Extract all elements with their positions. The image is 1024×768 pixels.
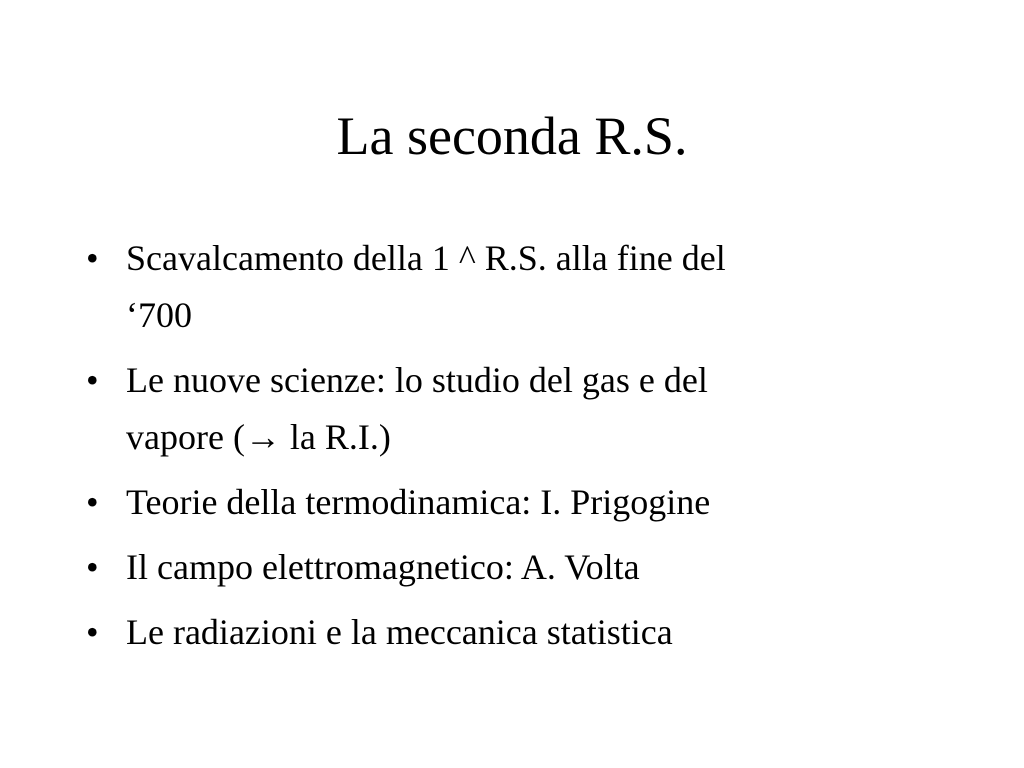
bullet-list xyxy=(86,230,906,669)
bullet-text: Le radiazioni e la meccanica statistica xyxy=(126,612,673,652)
bullet-item xyxy=(86,604,906,661)
bullet-item xyxy=(86,352,906,466)
bullet-icon: • xyxy=(86,482,99,522)
bullet-text-continuation: vapore (→ la R.I.) xyxy=(126,417,391,457)
slide-title: La seconda R.S. xyxy=(336,106,688,166)
bullet-text: Scavalcamento della 1 ^ R.S. alla fine del xyxy=(126,238,726,278)
bullet-text: Le nuove scienze: lo studio del gas e del xyxy=(126,360,708,400)
bullet-text: Il campo elettromagnetico: A. Volta xyxy=(126,547,640,587)
bullet-icon: • xyxy=(86,238,99,278)
bullet-item xyxy=(86,230,906,344)
bullet-icon: • xyxy=(86,612,99,652)
bullet-item xyxy=(86,539,906,596)
bullet-text-continuation: ‘700 xyxy=(126,295,192,335)
bullet-icon: • xyxy=(86,547,99,587)
bullet-text: Teorie della termodinamica: I. Prigogine xyxy=(126,482,711,522)
bullet-icon: • xyxy=(86,360,99,400)
bullet-item xyxy=(86,474,906,531)
